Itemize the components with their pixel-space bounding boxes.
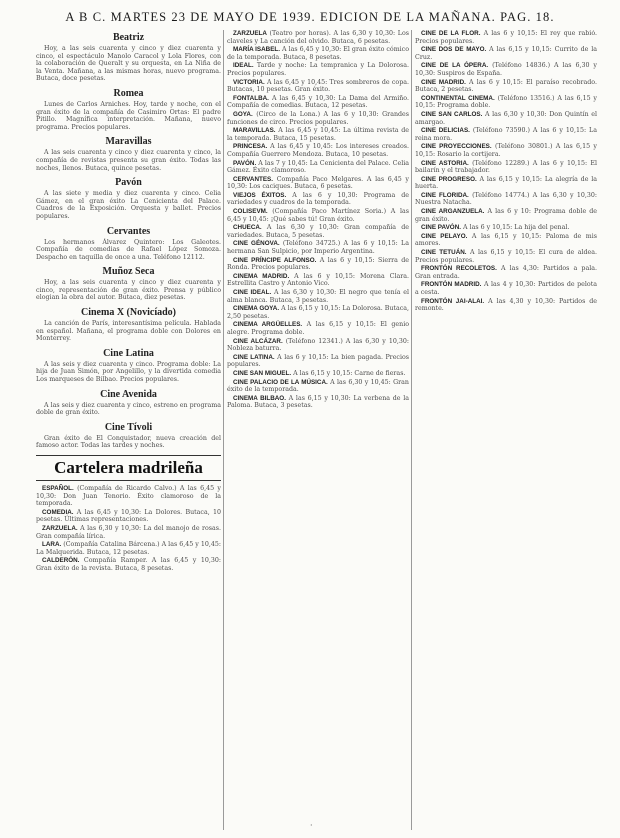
listing-text: Compañía Ramper. A las 6,45 y 10,30: Gran éxito de la revista. Butaca, 8 pesetas. [36,557,221,572]
listing-text: A las 6,45 y 10,30: La Dama del Armiño. Compañía de comedias. Butaca, 12 pesetas. [227,94,409,110]
listing-entry [415,95,597,110]
theatre-block [36,422,221,450]
listing-entry [227,176,409,191]
cartelera-listings-col3 [415,30,597,313]
listing-text: A las 6 y 10: Programa doble de gran éxito. [415,208,597,223]
cartelera-listings-col1 [36,485,221,573]
theatre-text: A las seis cuarenta y cinco y diez cuarenta y cinco, la compañía de revistas presenta su gran éxito. Todas las noches, llenos. Butaca, quince pesetas. [36,149,221,172]
column-divider-1 [223,30,224,830]
listing-entry [227,257,409,272]
listing-entry [36,509,221,524]
listing-entry [227,127,409,142]
page-header: A B C. MARTES 23 DE MAYO DE 1939. EDICION DE LA MAÑANA. PAG. 18. [65,10,555,24]
listing-entry [415,224,597,232]
listing-venue: CINE DELICIAS. [421,127,470,135]
listing-text: A las 6,15 y 10,15: El cura de aldea. Precios populares. [415,249,597,264]
listing-entry [415,281,597,296]
theatre-name: Cine Tívoli [104,421,153,433]
theatre-text: Hoy, a las seis cuarenta y cinco y diez cuarenta y cinco, el espectáculo Manolo Caracol y Lola Flores, con la colaboración de Queralt y su orquesta, en La Niña de la Venta. Mañana, a las mismas horas, nuevo programa. Butaca, doce pesetas. [36,45,221,83]
listing-text: A las 6,45 y 10,45: Los intereses creados. Compañía Guerrero Mendoza. Butaca, 10 pesetas. [227,143,409,158]
listing-text: A las 6 y 10,15: La hija del penal. [463,224,570,232]
listing-entry [227,62,409,77]
listing-text: A las 6,45 y 10,45: La última revista de la temporada. Butaca, 15 pesetas. [227,127,409,142]
listing-venue: PRINCESA. [233,143,268,151]
listing-venue: CINEMA BILBAO. [233,394,286,402]
listing-entry [227,354,409,369]
footer-mark: · [310,821,313,830]
listing-entry [415,111,597,126]
listing-venue: FRONTÓN RECOLETOS. [421,265,497,273]
listing-text: (Circo de la Lona.) A las 6 y 10,30: Grandes funciones de circo. Precios populares. [227,110,409,126]
listing-venue: CALDERÓN. [42,557,80,565]
listing-venue: CINE PROYECCIONES. [421,143,492,151]
listing-text: (Teléfono 30801.) A las 6,15 y 10,15: Rosario la cortijera. [415,143,597,158]
listing-text: Tarde y noche: La tempranica y La Dolorosa. Precios populares. [227,62,409,77]
listing-venue: ESPAÑOL. [42,485,74,492]
listing-entry [415,127,597,142]
cartelera-listings-col2 [227,30,409,410]
listing-venue: CINE GÉNOVA. [233,240,280,248]
listing-entry [36,485,221,508]
theatre-block [36,307,221,343]
theatre-name: Romea [113,87,144,99]
listing-entry [227,395,409,410]
listing-entry [227,160,409,175]
listing-text: A las 6,15 y 10,15: El genio alegre. Programa doble. [227,321,409,336]
listing-venue: FONTALBA. [233,94,269,102]
theatre-name: Cine Avenida [100,388,157,400]
theatre-name: Cervantes [106,225,151,237]
listing-text: (Teatro por horas). A las 6,30 y 10,30: Los claveles y La canción del olvido. Butaca, 6 pesetas. [227,30,409,45]
listing-text: A las 6,30 y 10,30: El negro que tenía el alma blanca. Butaca, 3 pesetas. [227,289,409,304]
listing-venue: CINE FLORIDA. [421,191,469,199]
listing-text: A las 6 y 10,15: La bien pagada. Precios populares. [227,353,409,369]
listing-text: A las 6 y 10,15: El paraíso recobrado. Butaca, 2 pesetas. [415,78,597,94]
listing-text: (Compañía Catalina Bárcena.) A las 6,45 y 10,45: La Malquerida. Butaca, 12 pesetas. [36,541,221,556]
theatre-text: Lunes de Carlos Arniches. Hoy, tarde y noche, con el gran éxito de la compañía de Casimiro Ortas: El padre Pitillo. Magnífica interpretación. Mañana, nuevo programa. Precios populares. [36,100,221,131]
listing-entry [415,143,597,158]
listing-venue: FRONTÓN MADRID. [421,281,482,289]
listing-venue: ZARZUELA [233,30,267,37]
listing-venue: CINE DE LA FLOR. [421,30,481,37]
listing-text: A las 6,45 y 10,30: La Dolores. Butaca, 10 pesetas. Últimas representaciones. [36,508,221,524]
theatre-name: Maravillas [105,136,152,148]
theatre-block [36,177,221,220]
listing-entry [415,265,597,280]
listing-entry [415,192,597,207]
listing-venue: VIEJOS ÉXITOS. [233,191,287,199]
theatre-name: Pavón [115,177,142,189]
listing-entry [227,273,409,288]
theatre-block [36,348,221,384]
listing-text: A las 6,30 y 10,45: Gran éxito de la temporada. [227,378,409,394]
listing-venue: CINE PAVÓN. [421,224,462,232]
listing-entry [227,192,409,207]
listing-text: A las 6,15 y 10,30: La verbena de la Paloma. Butaca, 3 pesetas. [227,394,409,410]
listing-text: A las 6 y 10,15: Sierra de Ronda. Precios populares. [227,256,409,272]
listing-entry [227,46,409,61]
column-2 [227,30,409,832]
theatre-block [36,226,221,262]
listing-text: A las 6,15 y 10,15: La Dolorosa. Butaca, 2,50 pesetas. [227,305,409,320]
column-3 [415,30,597,832]
listing-entry [227,289,409,304]
listing-venue: COLISEVM. [233,208,268,216]
listing-venue: CINE PRÍNCIPE ALFONSO. [233,256,317,264]
listing-entry [227,338,409,353]
theatre-announcements [36,32,221,450]
theatre-text: A las siete y media y diez cuarenta y cinco. Celia Gámez, en el gran éxito La Cenicienta del Palace. Cuadros de la Exposición. Orquesta y ballet. Precios populares. [36,190,221,220]
listing-text: (Teléfono 34725.) A las 6 y 10,15: La hermana San Sulpicio, por Imperio Argentina. [227,240,409,256]
listing-text: A las 6,45 y 10,30: El gran éxito cómico de la temporada. Butaca, 8 pesetas. [227,46,409,61]
listing-venue: CINE LATINA. [233,353,275,361]
listing-entry [36,525,221,540]
listing-text: (Compañía de Ricardo Calvo.) A las 6,45 y 10,30: Don Juan Tenorio. Éxito clamoroso de la temporada. [36,485,221,508]
theatre-text: La canción de París, interesantísima película. Hablada en español. Mañana, el programa doble con Dolores en Monterrey. [36,320,221,343]
listing-text: A las 7 y 10,45: La Cenicienta del Palace. Celia Gámez. Éxito clamoroso. [227,159,409,175]
listing-text: A las 6,30 y 10,30: Don Quintín el amargao. [415,110,597,126]
column-1 [36,30,221,832]
listing-venue: VICTORIA. [233,78,265,86]
theatre-text: Los hermanos Álvarez Quintero: Los Galeotes. Compañía de comedias de Rafael López Somoza. Despacho en taquilla de once a una. Teléfono 12112. [36,238,221,261]
listing-venue: CINE PALACIO DE LA MÚSICA. [233,378,328,386]
listing-venue: PAVÓN. [233,159,257,167]
theatre-text: Gran éxito de El Conquistador, nueva creación del famoso actor. Todas las tardes y noches. [36,434,221,450]
listing-venue: IDEAL. [233,62,254,70]
listing-entry [415,208,597,223]
listing-venue: CINE DE LA ÓPERA. [421,62,489,70]
listing-entry [227,143,409,158]
listing-text: Compañía Paco Melgares. A las 6,45 y 10,30: Los caciques. Butaca, 6 pesetas. [227,175,409,191]
listing-venue: CINE PROGRESO. [421,175,477,183]
listing-entry [227,305,409,320]
listing-text: (Teléfono 12341.) A las 6,30 y 10,30: Nobleza baturra. [227,337,409,353]
listing-entry [415,233,597,248]
listing-text: A las 6,15 y 10,15: Carne de fieras. [293,369,406,377]
listing-entry [227,95,409,110]
listing-venue: CHUECA. [233,224,262,232]
listing-entry [36,541,221,556]
theatre-name: Beatriz [112,32,145,43]
listing-venue: CINE MADRID. [421,78,466,86]
theatre-block [36,266,221,302]
listing-text: A las 6,45 y 10,45: Tres sombreros de copa. Butacas, 10 pesetas. Gran éxito. [227,78,409,94]
listing-entry [415,298,597,313]
listing-venue: CINE PELAYO. [421,232,468,240]
listing-text: (Teléfono 12289.) A las 6 y 10,15: El bailarín y el trabajador. [415,159,597,175]
listing-venue: CINE ASTORIA. [421,159,469,167]
listing-entry [227,224,409,239]
listing-entry [415,30,597,45]
listing-venue: CINE SAN CARLOS. [421,110,483,118]
listing-text: (Teléfono 13516.) A las 6,15 y 10,15: Programa doble. [415,94,597,110]
listing-text: (Teléfono 14774.) A las 6,30 y 10,30: Nuestra Natacha. [415,191,597,207]
theatre-block [36,136,221,172]
listing-entry [227,79,409,94]
listing-text: A las 6,30 y 10,30: La del manojo de rosas. Gran compañía lírica. [36,524,221,540]
listing-text: A las 4 y 10,30: Partidos de pelota a cesta. [415,281,597,296]
listing-text: A las 6 y 10,30: Programa de variedades y cuadros de la temporada. [227,191,409,207]
listing-venue: CINE IDEAL. [233,289,272,296]
listing-text: A las 4,30 y 10,30: Partidos de remonte. [415,297,597,313]
listing-text: A las 6,15 y 10,15: La alegría de la huerta. [415,175,597,191]
listing-venue: COMEDIA. [42,508,74,516]
listing-text: (Compañía Paco Martínez Soria.) A las 6,45 y 10,45: ¡Qué sabes tú! Gran éxito. [227,208,409,223]
theatre-name: Muñoz Seca [102,266,155,278]
listing-entry [227,208,409,223]
listing-entry [227,321,409,336]
listing-venue: CINEMA MADRID. [233,272,290,280]
theatre-block [36,32,221,83]
listing-venue: CINE ARGANZUELA. [421,208,485,216]
listing-venue: GOYA. [233,110,253,118]
listing-venue: CINE DOS DE MAYO. [421,46,487,54]
listing-entry [36,557,221,572]
listing-entry [227,370,409,378]
theatre-name: Cinema X (Novicíado) [81,307,176,319]
listing-venue: CERVANTES. [233,175,274,183]
cartelera-heading: Cartelera madrileña [36,455,221,481]
listing-entry [415,46,597,61]
listing-text: A las 6,15 y 10,15: Paloma de mis amores. [415,232,597,248]
theatre-name: Cine Latina [103,347,154,359]
listing-entry [227,111,409,126]
listing-venue: CINE ALCÁZAR. [233,337,283,345]
theatre-block [36,389,221,417]
theatre-text: A las seis y diez cuarenta y cinco. Programa doble: La hija de Juan Simón, por Angelillo, y la divertida comedia Los marqueses de Bilbao. Precios populares. [36,360,221,384]
listing-text: A las 6,30 y 10,30: Gran compañía de variedades. Butaca, 5 pesetas. [227,224,409,239]
listing-venue: MARÍA ISABEL. [233,46,280,54]
theatre-text: Hoy, a las seis cuarenta y cinco y diez cuarenta y cinco, representación de gran éxito. Prensa y público elogian la obra del autor. Butaca, diez pesetas. [36,279,221,302]
listing-text: (Teléfono 14836.) A las 6,30 y 10,30: Suspiros de España. [415,62,597,77]
listing-entry [415,160,597,175]
listing-entry [415,62,597,77]
listing-venue: LARA. [42,541,62,549]
listing-venue: MARAVILLAS. [233,127,276,135]
listing-venue: ZARZUELA. [42,524,78,532]
listing-text: A las 6 y 10,15: El rey que rabió. Precios populares. [415,30,597,45]
listing-text: A las 4,30: Partidos a pala. Gran entrada. [415,265,597,280]
listing-venue: CINEMA GOYA. [233,305,280,313]
column-divider-2 [411,30,412,830]
theatre-text: A las seis y diez cuarenta y cinco, estreno en programa doble de gran éxito. [36,401,221,417]
listing-venue: CONTINENTAL CINEMA. [421,94,495,102]
listing-entry [227,30,409,45]
listing-venue: FRONTÓN JAI-ALAI. [421,297,485,305]
listing-text: (Teléfono 73590.) A las 6 y 10,15: La reina mora. [415,127,597,142]
listing-entry [415,249,597,264]
listing-venue: CINEMA ARGÜELLES. [233,321,303,329]
theatre-block [36,88,221,131]
listing-venue: CINE TETUÁN. [421,249,467,257]
listing-text: A las 6 y 10,15: Morena Clara. Estrellita Castro y Antonio Vico. [227,272,409,288]
listing-entry [227,240,409,255]
listing-entry [415,176,597,191]
listing-entry [415,79,597,94]
listing-text: A las 6,15 y 10,15: Currito de la Cruz. [415,46,597,61]
listing-entry [227,379,409,394]
listing-venue: CINE SAN MIGUEL. [233,369,292,377]
